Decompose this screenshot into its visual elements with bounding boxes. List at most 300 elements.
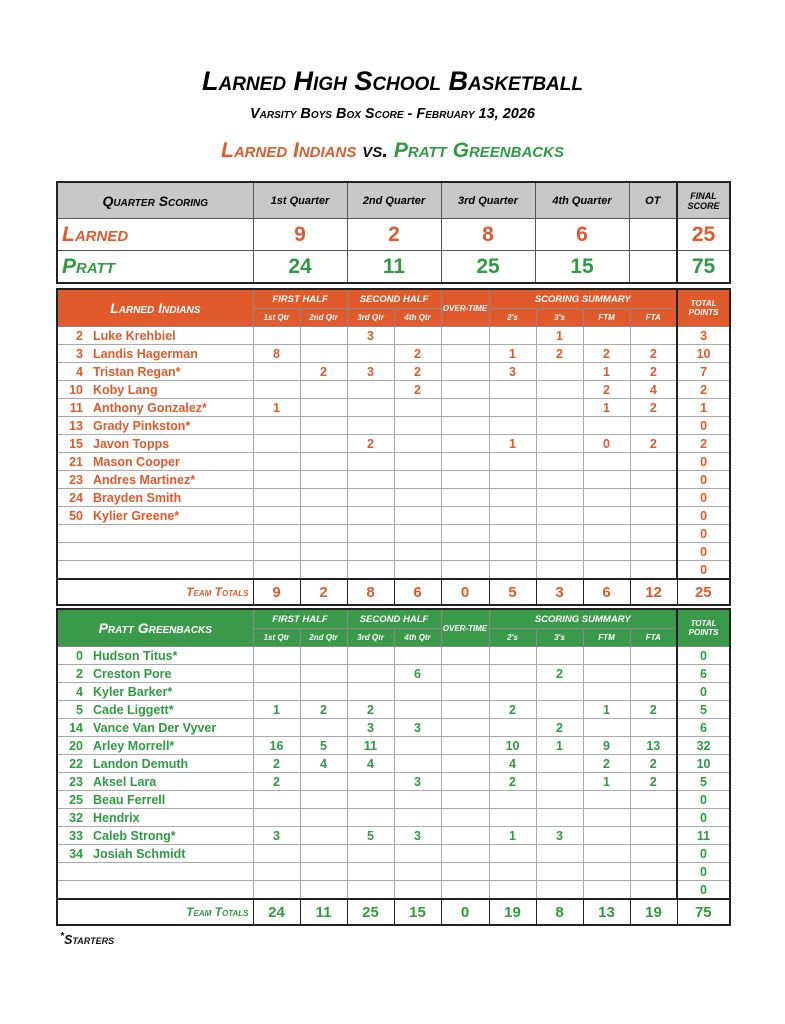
total-q2: 11 [300, 899, 347, 925]
stat-threes [536, 435, 583, 453]
player-name: Landon Demuth [89, 755, 253, 773]
player-name: Anthony Gonzalez* [89, 399, 253, 417]
col-fta: FTA [630, 629, 677, 647]
stat-threes: 3 [536, 827, 583, 845]
second-half-header: SECOND HALF [347, 289, 441, 309]
quarter-header-row [57, 182, 730, 219]
quarter-score: 2 [347, 219, 441, 251]
stat-q4 [394, 525, 441, 543]
stat-ot [441, 363, 489, 381]
stat-q3: 4 [347, 755, 394, 773]
stat-q4: 2 [394, 381, 441, 399]
stat-twos [489, 327, 536, 345]
player-rows [57, 327, 730, 580]
stat-ftm: 2 [583, 381, 630, 399]
stat-threes [536, 381, 583, 399]
player-name [89, 863, 253, 881]
stat-q4: 3 [394, 719, 441, 737]
stat-twos [489, 683, 536, 701]
total-q3: 8 [347, 579, 394, 605]
total-q4: 6 [394, 579, 441, 605]
col-1st-qtr: 1st Qtr [253, 309, 300, 327]
stat-q2 [300, 399, 347, 417]
stat-fta [630, 543, 677, 561]
stat-q2: 2 [300, 701, 347, 719]
player-number: 24 [57, 489, 89, 507]
stat-pts: 5 [677, 701, 730, 719]
stat-ftm: 2 [583, 755, 630, 773]
stat-q4 [394, 755, 441, 773]
stat-pts: 0 [677, 561, 730, 580]
stat-q4 [394, 881, 441, 900]
stat-q2 [300, 507, 347, 525]
player-name: Josiah Schmidt [89, 845, 253, 863]
stat-fta: 2 [630, 773, 677, 791]
stat-ot [441, 417, 489, 435]
stat-q3 [347, 791, 394, 809]
stat-q3 [347, 773, 394, 791]
stat-ftm: 1 [583, 363, 630, 381]
stat-ftm [583, 863, 630, 881]
player-row [57, 345, 730, 363]
stat-threes [536, 773, 583, 791]
stat-twos [489, 543, 536, 561]
total-fta: 12 [630, 579, 677, 605]
stat-q4: 2 [394, 345, 441, 363]
stat-ot [441, 435, 489, 453]
stat-fta: 13 [630, 737, 677, 755]
total-points: 75 [677, 899, 730, 925]
player-number: 4 [57, 363, 89, 381]
stat-ot [441, 561, 489, 580]
stat-threes: 1 [536, 737, 583, 755]
stat-ot [441, 489, 489, 507]
stat-threes [536, 755, 583, 773]
stat-ot [441, 863, 489, 881]
stat-ftm: 9 [583, 737, 630, 755]
first-half-header: FIRST HALF [253, 289, 347, 309]
player-number: 15 [57, 435, 89, 453]
stat-ftm: 1 [583, 701, 630, 719]
player-row [57, 471, 730, 489]
stat-fta [630, 791, 677, 809]
stat-ot [441, 845, 489, 863]
player-name: Aksel Lara [89, 773, 253, 791]
player-name: Luke Krehbiel [89, 327, 253, 345]
stat-ot [441, 453, 489, 471]
quarter-score: 6 [535, 219, 629, 251]
col-1st-quarter: 1st Quarter [253, 182, 347, 219]
col-twos: 2's [489, 309, 536, 327]
larned-box-score [56, 288, 731, 606]
stat-q3: 2 [347, 701, 394, 719]
stat-twos: 4 [489, 755, 536, 773]
stat-q3 [347, 489, 394, 507]
stat-q2 [300, 435, 347, 453]
player-number [57, 863, 89, 881]
player-number: 34 [57, 845, 89, 863]
stat-twos [489, 507, 536, 525]
stat-ftm [583, 683, 630, 701]
player-row [57, 701, 730, 719]
stat-q3: 11 [347, 737, 394, 755]
stat-threes: 2 [536, 665, 583, 683]
stat-twos [489, 665, 536, 683]
col-twos: 2's [489, 629, 536, 647]
stat-pts: 2 [677, 381, 730, 399]
player-row [57, 561, 730, 580]
player-number [57, 881, 89, 900]
stat-q4 [394, 435, 441, 453]
stat-threes [536, 809, 583, 827]
stat-twos [489, 791, 536, 809]
stat-q1: 8 [253, 345, 300, 363]
total-q4: 15 [394, 899, 441, 925]
stat-q3: 3 [347, 327, 394, 345]
stat-ftm [583, 665, 630, 683]
player-number: 11 [57, 399, 89, 417]
quarter-score-ot [629, 219, 677, 251]
stat-q1 [253, 647, 300, 665]
stat-ot [441, 881, 489, 900]
stat-q2 [300, 345, 347, 363]
stat-ot [441, 827, 489, 845]
player-row [57, 683, 730, 701]
scoring-summary-header: SCORING SUMMARY [489, 289, 677, 309]
stat-twos: 1 [489, 345, 536, 363]
stat-twos: 1 [489, 827, 536, 845]
stat-fta [630, 683, 677, 701]
stat-threes: 1 [536, 327, 583, 345]
player-row [57, 845, 730, 863]
player-name: Cade Liggett* [89, 701, 253, 719]
stat-q2 [300, 665, 347, 683]
stat-q4: 3 [394, 773, 441, 791]
stat-q3 [347, 345, 394, 363]
stat-fta [630, 863, 677, 881]
stat-q3 [347, 507, 394, 525]
player-name [89, 543, 253, 561]
stat-threes [536, 791, 583, 809]
stat-threes [536, 863, 583, 881]
stat-q4 [394, 791, 441, 809]
stat-q1: 1 [253, 399, 300, 417]
stat-q4: 3 [394, 827, 441, 845]
player-name: Arley Morrell* [89, 737, 253, 755]
stat-q2 [300, 719, 347, 737]
col-4th-qtr: 4th Qtr [394, 629, 441, 647]
stat-pts: 6 [677, 719, 730, 737]
stat-q3: 3 [347, 363, 394, 381]
stat-ftm: 0 [583, 435, 630, 453]
stat-q4 [394, 701, 441, 719]
player-row [57, 363, 730, 381]
stat-q3: 5 [347, 827, 394, 845]
stat-q3 [347, 863, 394, 881]
total-q2: 2 [300, 579, 347, 605]
stat-fta [630, 845, 677, 863]
player-name: Hudson Titus* [89, 647, 253, 665]
stat-threes [536, 845, 583, 863]
stat-ftm [583, 881, 630, 900]
total-points-header: TOTAL POINTS [677, 609, 730, 647]
home-team-name: Larned Indians [221, 139, 357, 162]
col-3rd-quarter: 3rd Quarter [441, 182, 535, 219]
stat-q4 [394, 647, 441, 665]
stat-ot [441, 755, 489, 773]
stat-twos [489, 647, 536, 665]
stat-threes [536, 363, 583, 381]
stat-q2 [300, 647, 347, 665]
player-number: 4 [57, 683, 89, 701]
stat-fta [630, 489, 677, 507]
stat-twos [489, 489, 536, 507]
stat-q3 [347, 417, 394, 435]
stat-twos [489, 881, 536, 900]
stat-ot [441, 773, 489, 791]
stat-q1 [253, 525, 300, 543]
player-row [57, 791, 730, 809]
col-ot: OT [629, 182, 677, 219]
total-twos: 19 [489, 899, 536, 925]
stat-threes [536, 489, 583, 507]
stat-q2 [300, 827, 347, 845]
player-number: 5 [57, 701, 89, 719]
stat-ot [441, 381, 489, 399]
team-totals-label: Team Totals [57, 899, 253, 925]
player-name: Grady Pinkston* [89, 417, 253, 435]
stat-twos [489, 471, 536, 489]
stat-ftm [583, 471, 630, 489]
player-number [57, 525, 89, 543]
stat-ot [441, 345, 489, 363]
stat-q1 [253, 381, 300, 399]
stat-threes [536, 561, 583, 580]
stat-ftm [583, 809, 630, 827]
stat-ftm [583, 453, 630, 471]
stat-fta [630, 719, 677, 737]
stat-pts: 0 [677, 507, 730, 525]
stat-q4: 2 [394, 363, 441, 381]
stat-q2 [300, 881, 347, 900]
total-threes: 3 [536, 579, 583, 605]
stat-fta [630, 665, 677, 683]
quarter-score: 11 [347, 251, 441, 284]
stat-ftm [583, 417, 630, 435]
stat-ot [441, 719, 489, 737]
player-number: 32 [57, 809, 89, 827]
stat-q1 [253, 561, 300, 580]
stat-pts: 2 [677, 435, 730, 453]
stat-q1 [253, 665, 300, 683]
stat-q1 [253, 327, 300, 345]
stat-threes [536, 525, 583, 543]
stat-q3 [347, 809, 394, 827]
stat-fta: 2 [630, 399, 677, 417]
stat-pts: 0 [677, 647, 730, 665]
overtime-header: OVER-TIME [441, 609, 489, 647]
stat-twos [489, 719, 536, 737]
stat-q1 [253, 683, 300, 701]
stat-ftm: 1 [583, 773, 630, 791]
col-threes: 3's [536, 629, 583, 647]
stat-q1 [253, 809, 300, 827]
overtime-header: OVER-TIME [441, 289, 489, 327]
stat-q2 [300, 489, 347, 507]
player-number: 2 [57, 327, 89, 345]
quarter-score: 15 [535, 251, 629, 284]
stat-q4 [394, 845, 441, 863]
pratt-box-score [56, 608, 731, 926]
player-name: Koby Lang [89, 381, 253, 399]
final-score: 75 [677, 251, 730, 284]
stat-q1 [253, 489, 300, 507]
col-ftm: FTM [583, 629, 630, 647]
scoring-summary-header: SCORING SUMMARY [489, 609, 677, 629]
total-fta: 19 [630, 899, 677, 925]
stat-threes [536, 881, 583, 900]
player-rows [57, 647, 730, 900]
stat-pts: 6 [677, 665, 730, 683]
stat-pts: 3 [677, 327, 730, 345]
stat-threes [536, 701, 583, 719]
stat-fta: 2 [630, 345, 677, 363]
player-number: 0 [57, 647, 89, 665]
stat-q4 [394, 489, 441, 507]
quarter-score: 24 [253, 251, 347, 284]
stat-twos: 1 [489, 435, 536, 453]
stat-q1 [253, 719, 300, 737]
col-1st-qtr: 1st Qtr [253, 629, 300, 647]
player-row [57, 417, 730, 435]
player-row [57, 435, 730, 453]
stat-fta [630, 827, 677, 845]
col-2nd-qtr: 2nd Qtr [300, 309, 347, 327]
stat-ot [441, 665, 489, 683]
player-name: Caleb Strong* [89, 827, 253, 845]
stat-q1 [253, 881, 300, 900]
player-row [57, 809, 730, 827]
player-row [57, 755, 730, 773]
player-number: 13 [57, 417, 89, 435]
player-row [57, 719, 730, 737]
stat-ftm [583, 489, 630, 507]
stat-q3 [347, 381, 394, 399]
stat-pts: 0 [677, 489, 730, 507]
total-q1: 9 [253, 579, 300, 605]
stat-q1: 3 [253, 827, 300, 845]
stat-pts: 32 [677, 737, 730, 755]
stat-q3 [347, 453, 394, 471]
total-twos: 5 [489, 579, 536, 605]
away-team-name: Pratt Greenbacks [393, 139, 564, 162]
stat-q2 [300, 417, 347, 435]
stat-q4 [394, 809, 441, 827]
stat-twos: 10 [489, 737, 536, 755]
stat-ot [441, 647, 489, 665]
stat-fta: 2 [630, 435, 677, 453]
stat-q3 [347, 845, 394, 863]
stat-fta: 2 [630, 755, 677, 773]
quarter-team-name: Pratt [57, 251, 253, 284]
col-threes: 3's [536, 309, 583, 327]
stat-ftm [583, 791, 630, 809]
stat-twos [489, 809, 536, 827]
stat-q2: 2 [300, 363, 347, 381]
player-name: Beau Ferrell [89, 791, 253, 809]
team-totals-row [57, 579, 730, 605]
stat-fta [630, 507, 677, 525]
stat-pts: 0 [677, 881, 730, 900]
stat-pts: 0 [677, 417, 730, 435]
page-title: Larned High School Basketball [202, 66, 583, 96]
box-header-row-1 [57, 289, 730, 309]
player-name: Landis Hagerman [89, 345, 253, 363]
player-number: 21 [57, 453, 89, 471]
total-ftm: 13 [583, 899, 630, 925]
total-threes: 8 [536, 899, 583, 925]
stat-fta: 2 [630, 363, 677, 381]
stat-ftm [583, 647, 630, 665]
stat-q2 [300, 845, 347, 863]
stat-q1 [253, 791, 300, 809]
player-name: Tristan Regan* [89, 363, 253, 381]
stat-q1 [253, 845, 300, 863]
stat-ot [441, 737, 489, 755]
stat-q1 [253, 863, 300, 881]
stat-q2 [300, 525, 347, 543]
stat-q1 [253, 363, 300, 381]
stat-twos [489, 453, 536, 471]
stat-pts: 0 [677, 791, 730, 809]
team-header-name: Larned Indians [57, 289, 253, 327]
stat-pts: 0 [677, 525, 730, 543]
total-ftm: 6 [583, 579, 630, 605]
stat-twos: 2 [489, 701, 536, 719]
stat-q1: 16 [253, 737, 300, 755]
stat-q4 [394, 683, 441, 701]
starters-label: Starters [64, 933, 115, 948]
stat-ftm [583, 507, 630, 525]
final-score: 25 [677, 219, 730, 251]
player-row [57, 863, 730, 881]
stat-fta [630, 327, 677, 345]
player-name [89, 525, 253, 543]
stat-fta [630, 809, 677, 827]
quarter-score: 25 [441, 251, 535, 284]
stat-ot [441, 471, 489, 489]
total-ot: 0 [441, 899, 489, 925]
stat-ftm [583, 543, 630, 561]
player-name: Kyler Barker* [89, 683, 253, 701]
stat-fta: 2 [630, 701, 677, 719]
stat-q1 [253, 543, 300, 561]
stat-q4: 6 [394, 665, 441, 683]
stat-q1 [253, 471, 300, 489]
stat-threes [536, 417, 583, 435]
stat-q2: 5 [300, 737, 347, 755]
quarter-score: 9 [253, 219, 347, 251]
player-row [57, 773, 730, 791]
total-ot: 0 [441, 579, 489, 605]
stat-ot [441, 399, 489, 417]
stat-ftm: 2 [583, 345, 630, 363]
stat-q2 [300, 471, 347, 489]
player-number: 14 [57, 719, 89, 737]
stat-q2 [300, 791, 347, 809]
stat-q2 [300, 809, 347, 827]
stat-q2 [300, 381, 347, 399]
